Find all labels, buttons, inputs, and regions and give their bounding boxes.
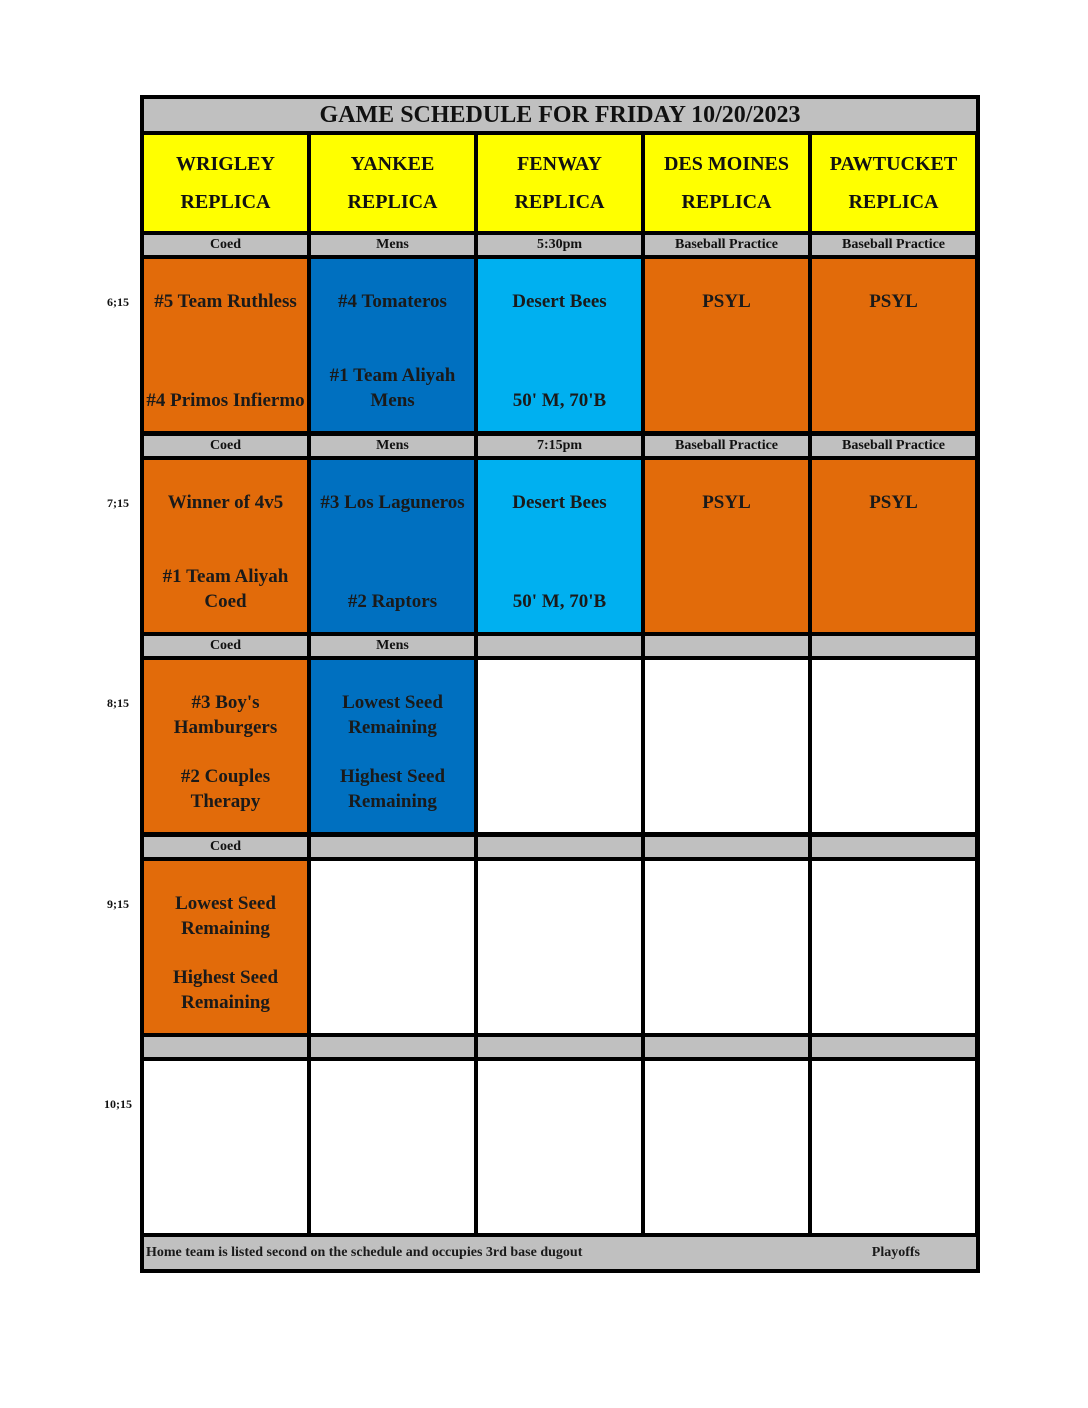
game-cell xyxy=(812,460,975,632)
game-cell xyxy=(144,460,307,632)
division-label: Mens xyxy=(311,636,474,656)
home-team: Highest Seed Remaining xyxy=(172,967,279,1013)
venue-header xyxy=(311,135,474,231)
division-label xyxy=(478,1037,641,1057)
division-label: Coed xyxy=(144,235,307,255)
footer-tag: Playoffs xyxy=(871,1245,920,1260)
venue-subtitle: REPLICA xyxy=(848,191,939,213)
away-team: Desert Bees xyxy=(512,291,607,312)
away-team: Desert Bees xyxy=(512,492,607,513)
venue-header xyxy=(144,135,307,231)
game-cell xyxy=(311,460,474,632)
division-label xyxy=(812,636,975,656)
game-cell xyxy=(645,259,808,431)
home-team: #2 Raptors xyxy=(347,591,438,612)
game-cell xyxy=(144,660,307,832)
home-team: #2 Couples Therapy xyxy=(180,766,271,812)
division-label xyxy=(311,837,474,857)
division-label xyxy=(645,837,808,857)
time-slot-label: 9;15 xyxy=(107,897,129,911)
game-cell xyxy=(478,259,641,431)
division-label xyxy=(645,1037,808,1057)
game-cell xyxy=(144,1061,307,1233)
game-cell xyxy=(645,1061,808,1233)
game-cell xyxy=(645,460,808,632)
away-team: #4 Tomateros xyxy=(338,291,447,312)
division-label xyxy=(812,1037,975,1057)
time-slot-label: 10;15 xyxy=(104,1097,132,1111)
home-team: #4 Primos Infiermo xyxy=(146,390,305,411)
game-cell xyxy=(812,660,975,832)
division-label: 7:15pm xyxy=(478,436,641,456)
game-cell xyxy=(311,861,474,1033)
game-cell xyxy=(144,861,307,1033)
venue-subtitle: REPLICA xyxy=(681,191,772,213)
game-cell xyxy=(144,259,307,431)
away-team: PSYL xyxy=(869,492,918,513)
venue-name: WRIGLEY xyxy=(176,153,275,175)
venue-header xyxy=(478,135,641,231)
away-team: PSYL xyxy=(869,291,918,312)
venue-header xyxy=(812,135,975,231)
venue-name: PAWTUCKET xyxy=(829,153,958,175)
time-slot-label: 7;15 xyxy=(107,496,129,510)
division-label xyxy=(311,1037,474,1057)
game-cell xyxy=(645,861,808,1033)
division-label: Coed xyxy=(144,636,307,656)
away-team: Lowest Seed Remaining xyxy=(175,893,276,939)
footer-note: Home team is listed second on the schedule and occupies 3rd base dugout xyxy=(146,1245,583,1260)
away-team: #5 Team Ruthless xyxy=(154,291,297,312)
division-label: Baseball Practice xyxy=(645,436,808,456)
venue-subtitle: REPLICA xyxy=(514,191,605,213)
game-cell xyxy=(311,660,474,832)
game-cell xyxy=(478,1061,641,1233)
game-cell xyxy=(311,259,474,431)
venue-subtitle: REPLICA xyxy=(347,191,438,213)
away-team: #3 Los Laguneros xyxy=(320,492,465,513)
venue-subtitle: REPLICA xyxy=(180,191,271,213)
game-cell xyxy=(478,660,641,832)
schedule-footer xyxy=(144,1237,976,1269)
home-team: #1 Team Aliyah Mens xyxy=(329,365,456,411)
division-label: Mens xyxy=(311,235,474,255)
game-cell xyxy=(812,1061,975,1233)
away-team: PSYL xyxy=(702,291,751,312)
home-team: Highest Seed Remaining xyxy=(339,766,446,812)
division-label: Coed xyxy=(144,436,307,456)
division-label: Baseball Practice xyxy=(812,235,975,255)
schedule-table xyxy=(140,95,980,1273)
division-label: Baseball Practice xyxy=(812,436,975,456)
game-cell xyxy=(478,861,641,1033)
venue-name: YANKEE xyxy=(350,153,435,175)
away-team: #3 Boy's Hamburgers xyxy=(173,692,278,738)
division-label xyxy=(478,837,641,857)
home-team: 50' M, 70'B xyxy=(512,390,607,411)
venue-name: DES MOINES xyxy=(663,153,790,175)
away-team: PSYL xyxy=(702,492,751,513)
game-cell xyxy=(645,660,808,832)
division-label xyxy=(478,636,641,656)
home-team: 50' M, 70'B xyxy=(512,591,607,612)
game-cell xyxy=(812,861,975,1033)
away-team: Lowest Seed Remaining xyxy=(342,692,443,738)
division-label xyxy=(144,1037,307,1057)
game-cell xyxy=(812,259,975,431)
division-label xyxy=(812,837,975,857)
time-slot-label: 6;15 xyxy=(107,295,129,309)
division-label: Baseball Practice xyxy=(645,235,808,255)
game-cell xyxy=(311,1061,474,1233)
schedule-title: GAME SCHEDULE FOR FRIDAY 10/20/2023 xyxy=(144,99,976,131)
venue-name: FENWAY xyxy=(517,153,602,175)
division-label xyxy=(645,636,808,656)
home-team: #1 Team Aliyah Coed xyxy=(162,566,289,612)
division-label: Mens xyxy=(311,436,474,456)
game-cell xyxy=(478,460,641,632)
venue-header xyxy=(645,135,808,231)
division-label: 5:30pm xyxy=(478,235,641,255)
away-team: Winner of 4v5 xyxy=(167,492,284,513)
time-slot-label: 8;15 xyxy=(107,696,129,710)
division-label: Coed xyxy=(144,837,307,857)
